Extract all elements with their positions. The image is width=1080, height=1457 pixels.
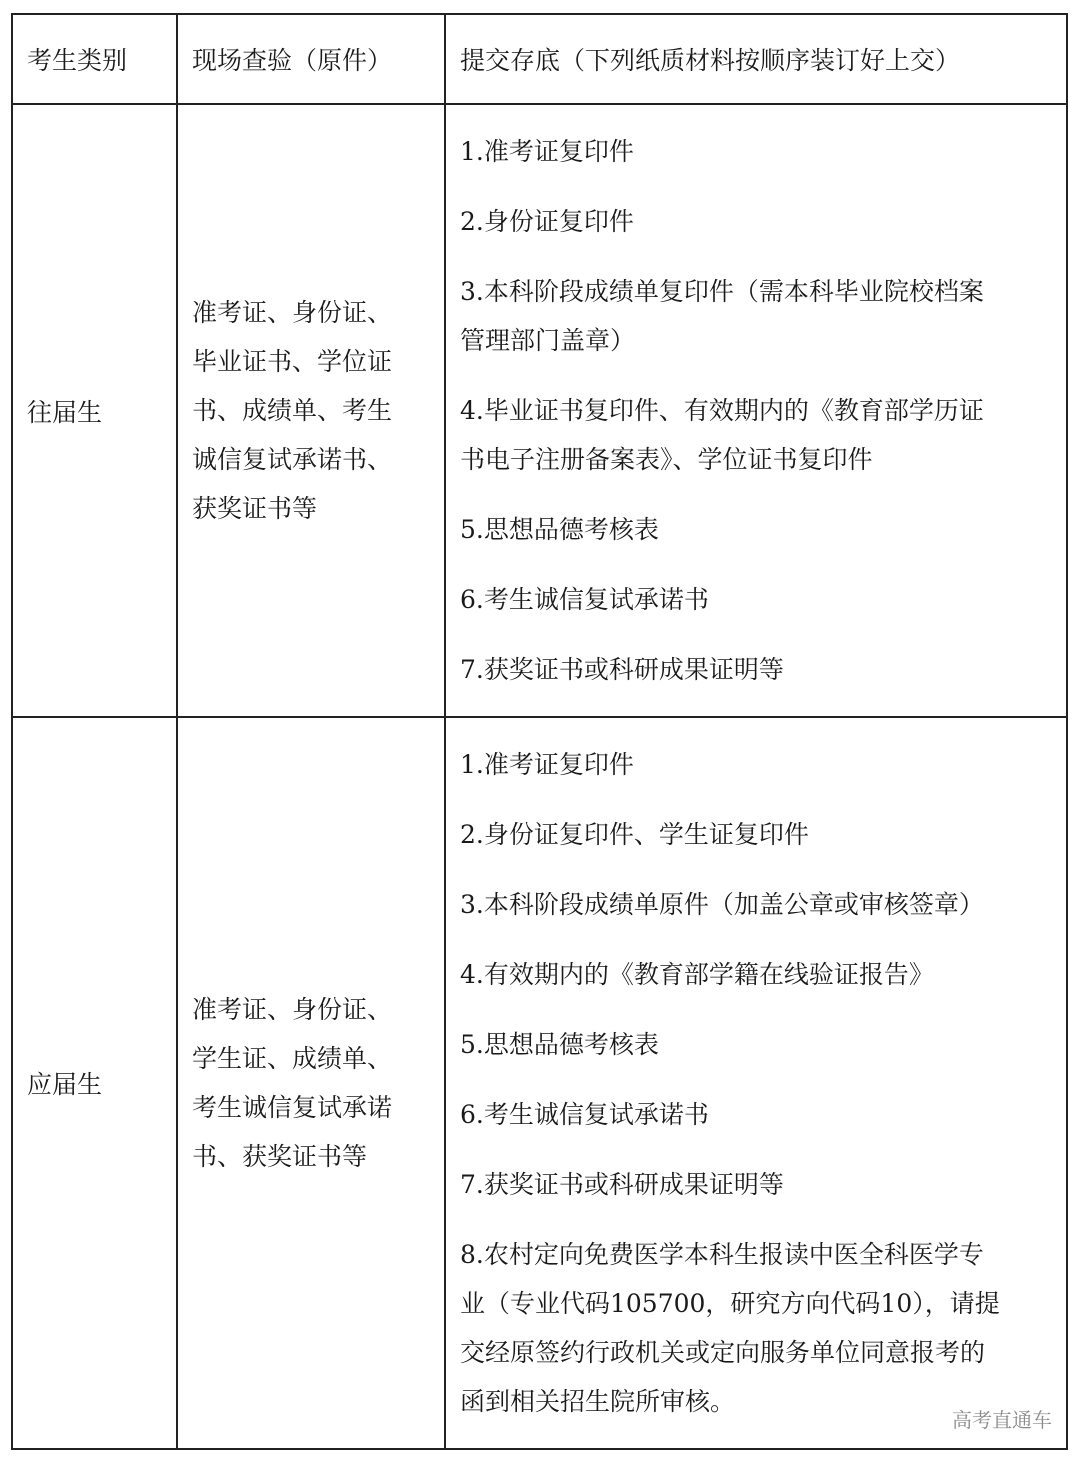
list-item — [460, 880, 1052, 929]
list-item — [460, 1020, 1052, 1069]
list-item — [460, 127, 1052, 176]
materials-table — [11, 13, 1068, 1450]
check-line: 学生证、成绩单、 — [192, 1044, 393, 1073]
category-cell: 应届生 — [12, 717, 177, 1449]
list-item — [460, 645, 1052, 694]
item-line: 6.考生诚信复试承诺书 — [460, 585, 709, 614]
table-row — [12, 717, 1067, 1449]
item-line: 1.准考证复印件 — [460, 750, 634, 779]
check-line: 诚信复试承诺书、 — [192, 445, 393, 474]
list-item — [460, 810, 1052, 859]
item-line: 书电子注册备案表》、学位证书复印件 — [460, 445, 873, 474]
item-line: 7.获奖证书或科研成果证明等 — [460, 1170, 784, 1199]
submit-items-cell — [445, 104, 1067, 717]
header-onsite-check: 现场查验（原件） — [177, 14, 445, 104]
check-line: 书、获奖证书等 — [192, 1142, 368, 1171]
category-cell: 往届生 — [12, 104, 177, 717]
item-line: 4.毕业证书复印件、有效期内的《教育部学历证 — [460, 396, 984, 425]
item-line: 5.思想品德考核表 — [460, 515, 659, 544]
item-line: 交经原签约行政机关或定向服务单位同意报考的 — [460, 1338, 986, 1367]
item-line: 6.考生诚信复试承诺书 — [460, 1100, 709, 1129]
table-header-row — [12, 14, 1067, 104]
submit-items-cell — [445, 717, 1067, 1449]
item-line: 4.有效期内的《教育部学籍在线验证报告》 — [460, 960, 934, 989]
list-item — [460, 1160, 1052, 1209]
onsite-check-cell — [177, 104, 445, 717]
check-line: 准考证、身份证、 — [192, 298, 393, 327]
item-line: 7.获奖证书或科研成果证明等 — [460, 655, 784, 684]
item-line: 2.身份证复印件、学生证复印件 — [460, 820, 809, 849]
check-line: 考生诚信复试承诺 — [192, 1093, 393, 1122]
list-item — [460, 740, 1052, 789]
check-line: 书、成绩单、考生 — [192, 396, 393, 425]
watermark: 高考直通车 — [952, 1408, 1052, 1432]
item-line: 2.身份证复印件 — [460, 207, 634, 236]
list-item — [460, 950, 1052, 999]
list-item — [460, 1090, 1052, 1139]
check-line: 准考证、身份证、 — [192, 995, 393, 1024]
check-line: 获奖证书等 — [192, 494, 318, 523]
list-item — [460, 505, 1052, 554]
list-item — [460, 575, 1052, 624]
item-line: 管理部门盖章） — [460, 326, 636, 355]
item-line: 1.准考证复印件 — [460, 137, 634, 166]
item-line: 业（专业代码105700，研究方向代码10），请提 — [460, 1289, 1000, 1318]
check-line: 毕业证书、学位证 — [192, 347, 393, 376]
list-item — [460, 386, 1052, 484]
header-submit-copies: 提交存底（下列纸质材料按顺序装订好上交） — [445, 14, 1067, 104]
list-item — [460, 1230, 1052, 1426]
header-category: 考生类别 — [12, 14, 177, 104]
table-row — [12, 104, 1067, 717]
item-line: 3.本科阶段成绩单原件（加盖公章或审核签章） — [460, 890, 984, 919]
item-line: 函到相关招生院所审核。 — [460, 1387, 736, 1416]
item-line: 8.农村定向免费医学本科生报读中医全科医学专 — [460, 1240, 984, 1269]
list-item — [460, 197, 1052, 246]
list-item — [460, 267, 1052, 365]
onsite-check-cell — [177, 717, 445, 1449]
item-line: 5.思想品德考核表 — [460, 1030, 659, 1059]
item-line: 3.本科阶段成绩单复印件（需本科毕业院校档案 — [460, 277, 984, 306]
